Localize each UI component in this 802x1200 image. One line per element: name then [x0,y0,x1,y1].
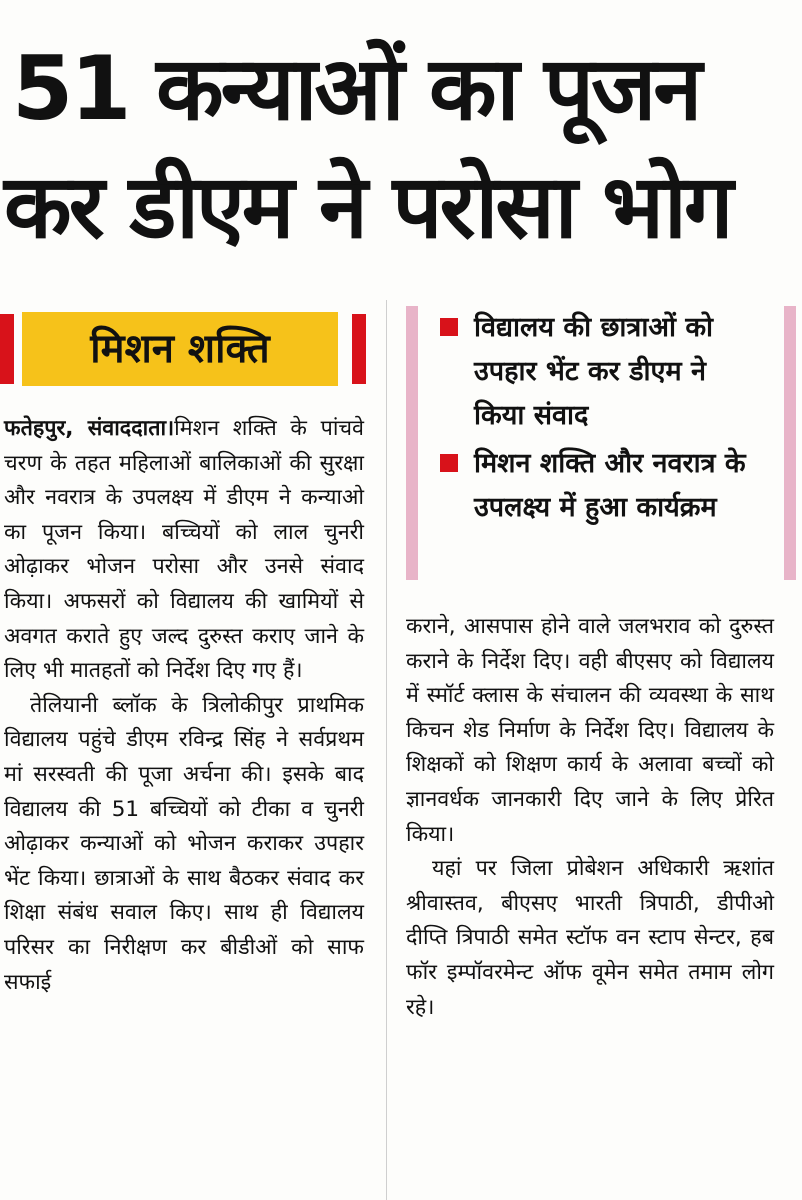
headline-line-1: 51 कन्याओं का पूजन [12,37,700,140]
article-column-right [406,610,774,1025]
article-column-left [4,412,364,1000]
column-divider [386,300,387,1200]
bullet-square-icon [440,454,458,472]
article-paragraph-3: कराने, आसपास होने वाले जलभराव को दुरुस्त कराने के निर्देश दिए। वही बीएसए को विद्यालय में स्मॉर्ट क्लास के संचालन की व्यवस्था के साथ किचन शेड निर्माण के निर्देश दिए। विद्यालय के शिक्षकों को शिक्षण कार्य के अलावा बच्चों को ज्ञानवर्धक जानकारी दिए जाने के लिए प्रेरित किया। [406,614,774,847]
section-label [0,312,372,386]
highlight-text: विद्यालय की छात्राओं को उपहार भेंट कर डीएम ने किया संवाद [474,312,714,431]
article-paragraph-2: तेलियानी ब्लॉक के त्रिलोकीपुर प्राथमिक विद्यालय पहुंचे डीएम रविन्द्र सिंह ने सर्वप्रथम मां सरस्वती की पूजा अर्चना की। इसके बाद विद्यालय की 51 बच्चियों को टीका व चुनरी ओढ़ाकर कन्याओं को भोजन कराकर उपहार भेंट किया। छात्राओं के साथ बैठकर संवाद कर शिक्षा संबंध सवाल किए। साथ ही विद्यालय परिसर का निरीक्षण कर बीडीओं को साफ सफाई [4,692,364,995]
section-label-text: मिशन शक्ति [22,312,338,386]
article-paragraph-1 [4,412,364,689]
headline [0,30,802,266]
label-bar-right [352,314,366,384]
article-paragraph-4: यहां पर जिला प्रोबेशन अधिकारी ऋशांत श्रीवास्तव, बीएसए भारती त्रिपाठी, डीपीओ दीप्ति त्रिपाठी समेत स्टॉफ वन स्टाप सेन्टर, हब फॉर इम्पॉवरमेन्ट ऑफ वूमेन समेत तमाम लोग रहे। [406,856,774,1020]
dateline: फतेहपुर, संवाददाता। [4,416,175,441]
highlight-item [444,306,764,438]
bullet-square-icon [440,318,458,336]
highlights-box [406,306,796,580]
highlight-text: मिशन शक्ति और नवरात्र के उपलक्ष्य में हुआ कार्यक्रम [474,448,746,523]
label-bar-left [0,314,14,384]
highlight-item [444,442,764,530]
paragraph-1-text: मिशन शक्ति के पांचवे चरण के तहत महिलाओं बालिकाओं की सुरक्षा और नवरात्र के उपलक्ष्य में डीएम ने कन्याओ का पूजन किया। बच्चियों को लाल चुनरी ओढ़ाकर भोजन परोसा और उनसे संवाद किया। अफसरों को विद्यालय की खामियों से अवगत कराते हुए जल्द दुरुस्त कराए जाने के लिए भी मातहतों को निर्देश दिए गए हैं। [4,416,364,684]
headline-line-2: कर डीएम ने परोसा भोग [4,155,731,258]
